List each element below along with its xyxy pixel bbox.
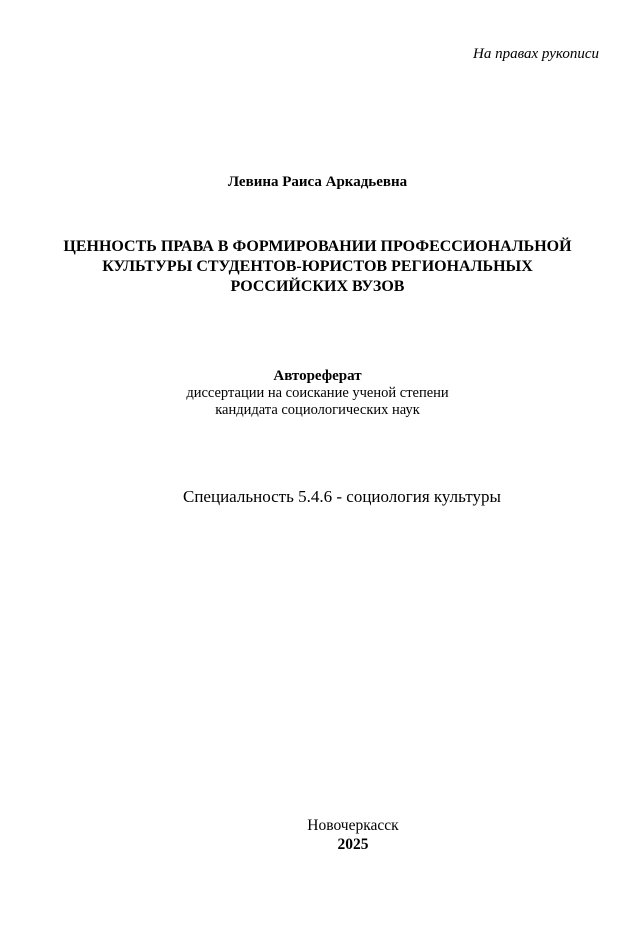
- title-line: КУЛЬТУРЫ СТУДЕНТОВ-ЮРИСТОВ РЕГИОНАЛЬНЫХ: [102, 258, 533, 275]
- title-line: ЦЕННОСТЬ ПРАВА В ФОРМИРОВАНИИ ПРОФЕССИОНАЛЬНОЙ: [63, 238, 572, 255]
- manuscript-rights-note: На правах рукописи: [473, 46, 599, 62]
- dissertation-title: [0, 237, 635, 297]
- author-name: Левина Раиса Аркадьевна: [227, 174, 408, 190]
- abstract-description: [0, 368, 635, 419]
- abstract-line: диссертации на соискание ученой степени: [186, 385, 449, 401]
- title-line: РОССИЙСКИХ ВУЗОВ: [230, 278, 405, 295]
- abstract-line: кандидата социологических наук: [215, 402, 420, 418]
- place-and-year: [0, 816, 635, 854]
- specialty-line: Специальность 5.4.6 - социология культуры: [183, 487, 501, 506]
- city-name: Новочеркасск: [307, 817, 399, 834]
- publication-year: 2025: [337, 836, 369, 853]
- abstract-label: Автореферат: [273, 368, 362, 384]
